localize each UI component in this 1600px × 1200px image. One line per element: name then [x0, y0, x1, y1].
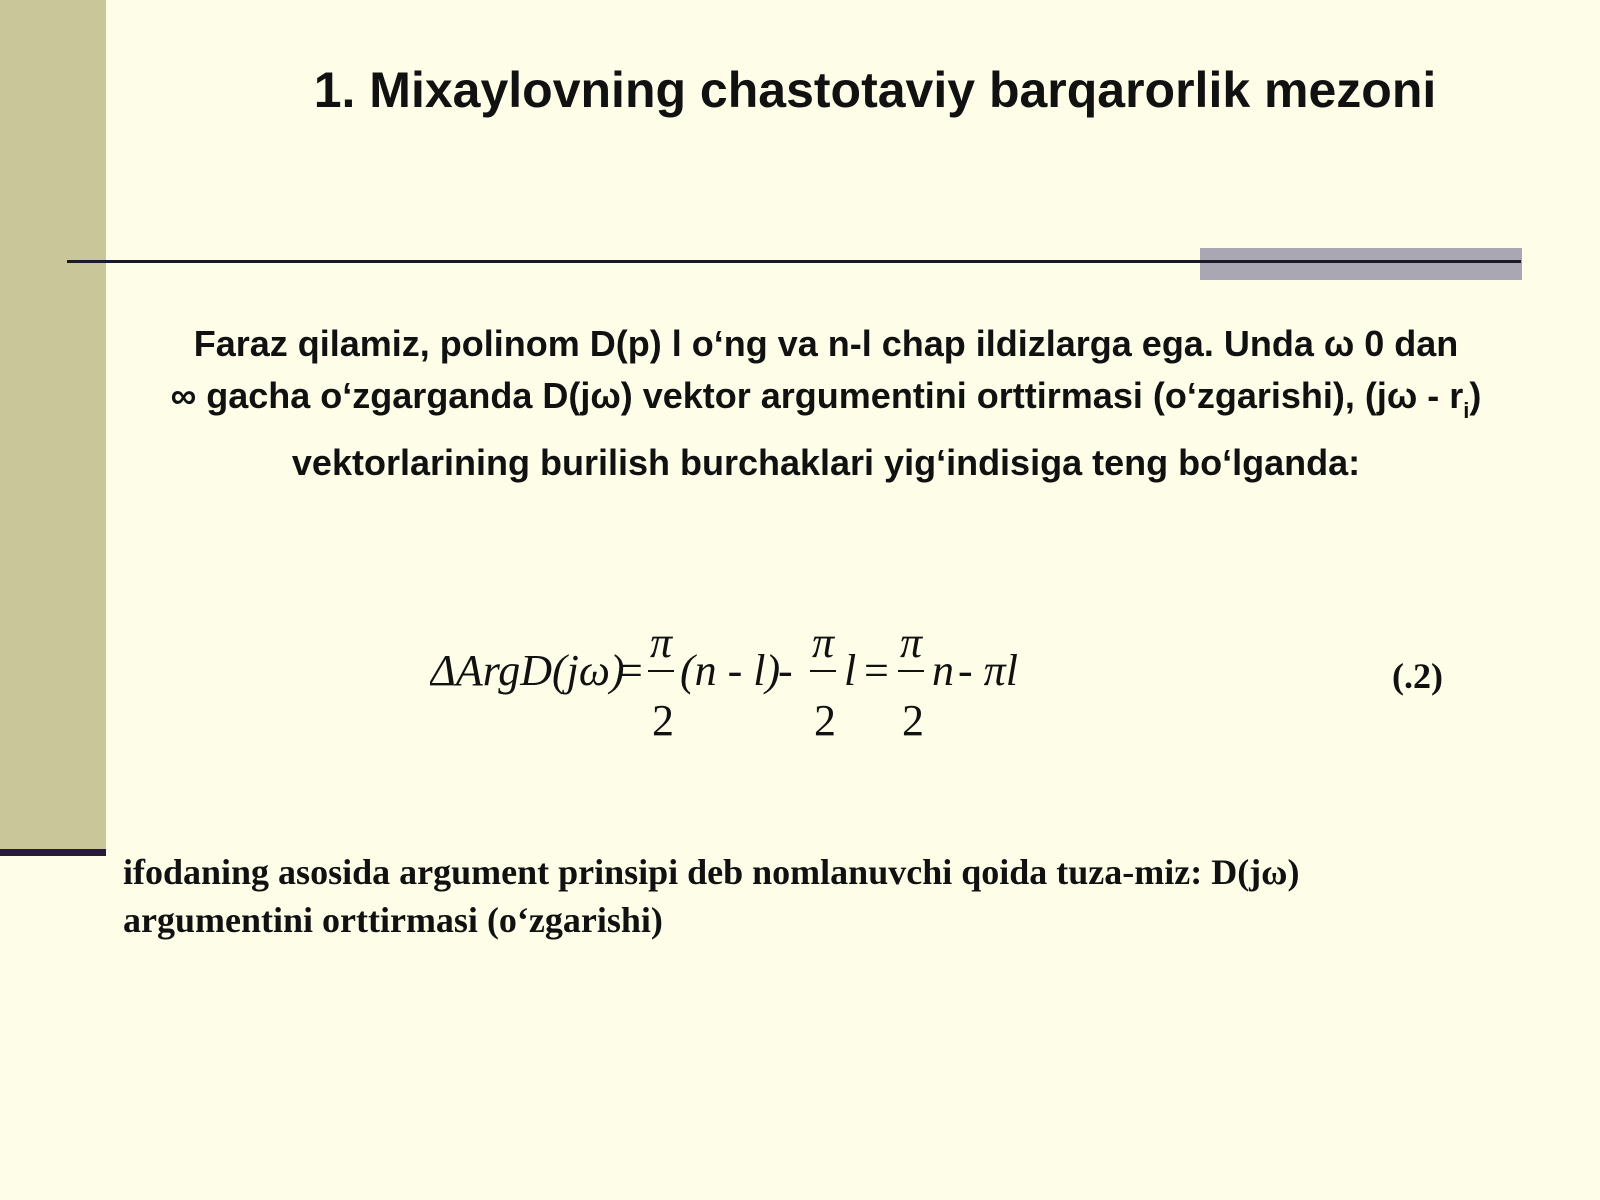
- formula-term-3: n: [932, 646, 954, 695]
- conclusion-text: [123, 848, 1543, 944]
- formula-fraction-bar-2: [810, 670, 836, 672]
- formula-equals-1: =: [618, 646, 643, 695]
- intro-line-2: [96, 370, 1556, 437]
- equation-number: (.2): [1392, 656, 1443, 696]
- formula-term-2: l: [844, 646, 857, 695]
- intro-line-1: Faraz qilamiz, polinom D(p) l o‘ng va n-l chap ildizlarga ega. Unda ω 0 dan: [193, 323, 1459, 364]
- intro-line-3: vektorlarining burilish burchaklari yig‘indisiga teng bo‘lganda:: [291, 442, 1361, 483]
- formula-pi-3: π: [900, 625, 923, 667]
- formula-pi-1: π: [650, 625, 673, 667]
- intro-paragraph: [96, 318, 1556, 489]
- conclusion-line-1: ifodaning asosida argument prinsipi deb nomlanuvchi qoida tuza-miz: D(jω): [123, 852, 1300, 892]
- formula-lhs: ΔArgD(jω): [430, 646, 625, 695]
- formula-pi-2: π: [812, 625, 835, 667]
- intro-line-2-text: ∞ gacha o‘zgarganda D(jω) vektor argumentini orttirmasi (o‘zgarishi), (jω - r: [170, 375, 1464, 416]
- formula-two-3: 2: [902, 696, 924, 745]
- slide-title: 1. Mixaylovning chastotaviy barqarorlik mezoni: [313, 62, 1437, 118]
- formula-equals-2: =: [864, 646, 889, 695]
- formula-fraction-bar-1: [648, 670, 674, 672]
- argument-formula: [430, 625, 1070, 745]
- intro-line-2-subscript: i: [1463, 398, 1470, 423]
- left-decor-bar: [0, 0, 106, 849]
- title-rule: [67, 260, 1521, 263]
- title-rule-accent: [1200, 248, 1522, 280]
- formula-tail: - πl: [958, 646, 1018, 695]
- left-decor-underline: [0, 849, 106, 856]
- formula-two-1: 2: [652, 696, 674, 745]
- intro-line-2-end: ): [1469, 375, 1482, 416]
- conclusion-line-2: argumentini orttirmasi (o‘zgarishi): [123, 900, 663, 940]
- formula-term-1: (n - l): [680, 646, 781, 695]
- formula-minus-1: -: [778, 646, 793, 695]
- formula-two-2: 2: [814, 696, 836, 745]
- formula-fraction-bar-3: [898, 670, 924, 672]
